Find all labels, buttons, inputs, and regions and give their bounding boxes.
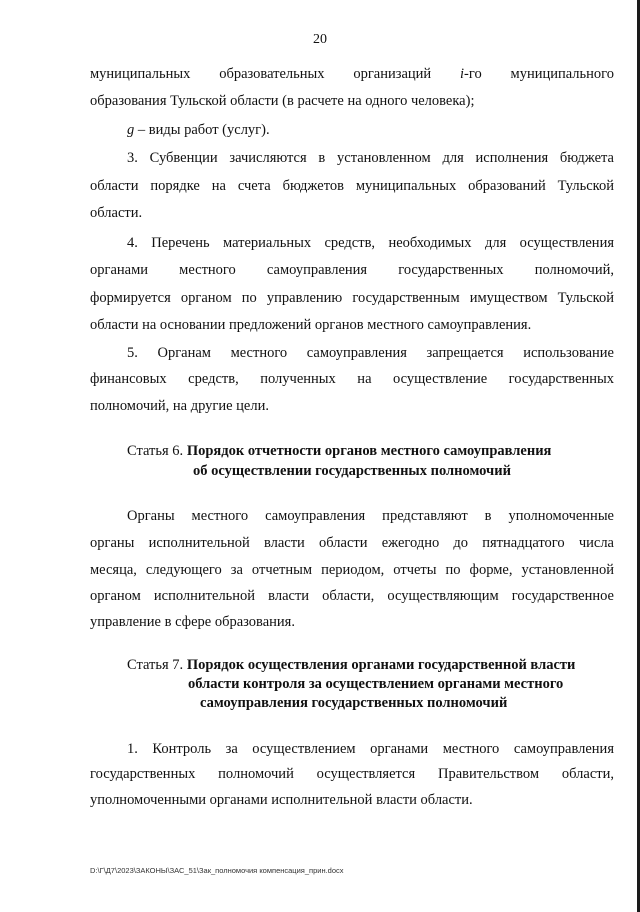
paragraph-3-line-3: области. xyxy=(90,205,143,221)
file-path-footer: D:\Г\Д7\2023\ЗАКОНЫ\ЗАС_51\Зак_полномочия компенсация_прин.docx xyxy=(90,866,344,875)
text-line xyxy=(90,66,614,83)
article-7-title-line-2: области контроля за осуществлением органами местного xyxy=(188,676,564,692)
article-7-heading xyxy=(127,657,575,674)
text-fragment: муниципальных образовательных организаций xyxy=(90,66,432,82)
paragraph-4-line-3: формируется органом по управлению государственным имуществом Тульской xyxy=(90,290,614,306)
paragraph-5-line-3: полномочий, на другие цели. xyxy=(90,398,269,414)
text-fragment: – виды работ (услуг). xyxy=(134,122,270,138)
article-6-body-line-1: Органы местного самоуправления представляют в уполномоченные xyxy=(127,508,614,524)
page-number: 20 xyxy=(313,32,327,47)
article-6-heading xyxy=(127,443,551,460)
article-6-body-line-2: органы исполнительной власти области ежегодно до пятнадцатого числа xyxy=(90,535,614,551)
article-7-label: Статья 7. xyxy=(127,657,184,673)
article-7-body-line-1: 1. Контроль за осуществлением органами местного самоуправления xyxy=(127,741,614,757)
article-6-title-line-2: об осуществлении государственных полномочий xyxy=(193,463,511,479)
article-7-body-line-2: государственных полномочий осуществляется Правительством области, xyxy=(90,766,614,782)
paragraph-4-line-1: 4. Перечень материальных средств, необходимых для осуществления xyxy=(127,235,614,251)
paragraph-5-line-2: финансовых средств, полученных на осуществление государственных xyxy=(90,371,614,387)
paragraph-4-line-2: органами местного самоуправления государственных полномочий, xyxy=(90,262,614,278)
paragraph-3-line-1: 3. Субвенции зачисляются в установленном для исполнения бюджета xyxy=(127,150,614,166)
article-7-body-line-3: уполномоченными органами исполнительной власти области. xyxy=(90,792,473,808)
article-6-label: Статья 6. xyxy=(127,443,184,459)
article-6-body-line-4: органом исполнительной власти области, осуществляющим государственное xyxy=(90,588,614,604)
article-6-body-line-5: управление в сфере образования. xyxy=(90,614,295,630)
italic-index-g: g xyxy=(127,122,135,138)
article-7-title-line-3: самоуправления государственных полномочий xyxy=(200,695,508,711)
text-fragment: -го муниципального xyxy=(464,66,614,82)
text-line: образования Тульской области (в расчете на одного человека); xyxy=(90,93,475,109)
article-6-title-line-1: Порядок отчетности органов местного самоуправления xyxy=(186,443,552,459)
article-7-title-line-1: Порядок осуществления органами государственной власти xyxy=(186,657,576,673)
text-line xyxy=(127,122,640,139)
italic-index-i: i xyxy=(460,66,465,82)
article-6-body-line-3: месяца, следующего за отчетным периодом, отчеты по форме, установленной xyxy=(90,562,614,578)
paragraph-4-line-4: области на основании предложений органов местного самоуправления. xyxy=(90,317,532,333)
paragraph-5-line-1: 5. Органам местного самоуправления запрещается использование xyxy=(127,345,614,361)
paragraph-3-line-2: области порядке на счета бюджетов муниципальных образований Тульской xyxy=(90,178,614,194)
